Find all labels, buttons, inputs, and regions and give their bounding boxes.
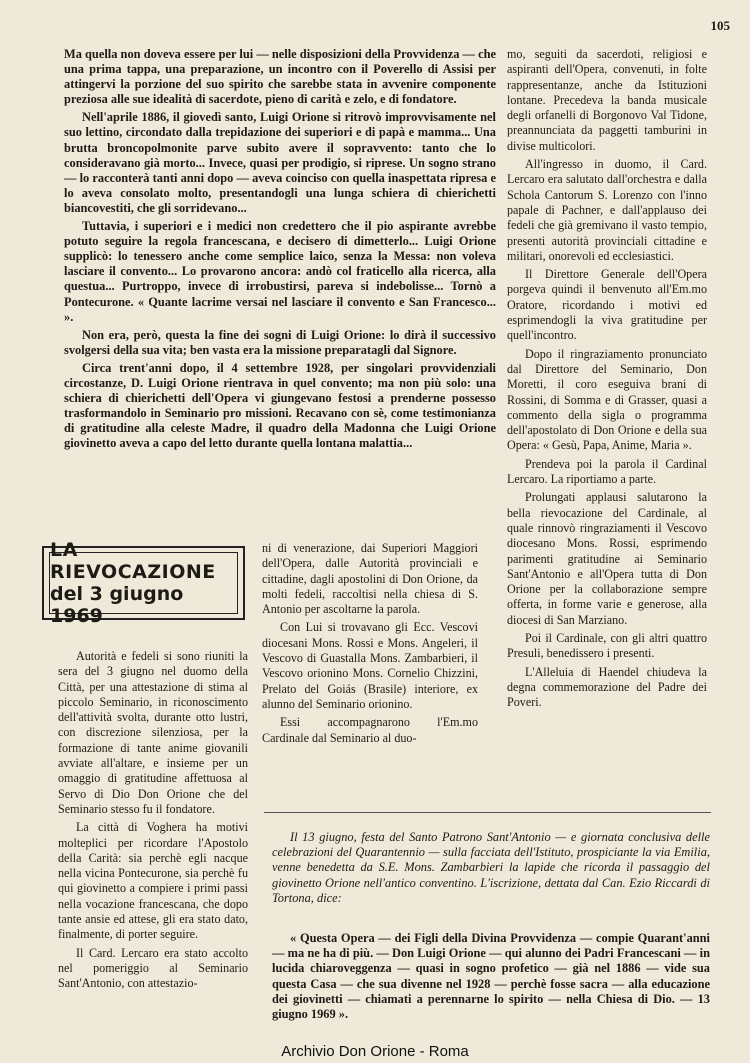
paragraph: Prendeva poi la parola il Cardinal Lercaro. La riportiamo a parte. <box>507 456 707 487</box>
divider <box>264 812 711 813</box>
paragraph: Autorità e fedeli si sono riuniti la sera del 3 giugno nel duomo della Città, per una attestazione di stima al piccolo Seminario, in riconoscimento dell'attività svolta, durante otto lustri, con discrezione silenziosa, per la formazione di tante anime giovanili avviate all'altare, e insieme per un omaggio di gratitudine affettuosa al Servo di Dio Don Orione che del Seminario stesso fu il fondatore. <box>58 649 248 816</box>
paragraph: Circa trent'anni dopo, il 4 settembre 1928, per singolari provvidenziali circostanze, D. Luigi Orione rientrava in quel convento; ma non più solo: una schiera di chierichetti dell'Opera vi giungevano festosi a prenderne possesso trasformandolo in Seminario pro missioni. Recavano con sè, come testimonianza di gratitudine alla celeste Madre, il quadro della Madonna che Luigi Orione giovinetto aveva a capo del letto durante quella lontana malattia... <box>64 360 496 451</box>
paragraph: Ma quella non doveva essere per lui — nelle disposizioni della Provvidenza — che una prima tappa, una preparazione, un incontro con il Poverello di Assisi per attingervi la porzione del suo spirito che sarebbe stata in avvenire componente preziosa alle sue idealità di sacerdote, pieno di carità e zelo, e di fondatore. <box>64 47 496 107</box>
paragraph: Il Direttore Generale dell'Opera porgeva quindi il benvenuto all'Em.mo Oratore, ricordando i motivi ed esprimendogli la viva gratitudine per quell'incontro. <box>507 267 707 343</box>
paragraph: Tuttavia, i superiori e i medici non credettero che il pio aspirante avrebbe potuto seguire la regola francescana, e decisero di dimetterlo... Luigi Orione supplicò: lo tenessero anche come semplice laico, senza la Messa: non voleva lasciare il convento... Lo provarono ancora: andò col fraticello alla ricerca, alla questua... Purtroppo, invece di irrobustirsi, pareva si indebolisse... Tornò a Pontecurone. « Quante lacrime versai nel lasciare il convento e San Francesco... ». <box>64 219 496 324</box>
paragraph: Prolungati applausi salutarono la bella rievocazione del Cardinale, al quale rinnovò ringraziamenti il Vescovo diocesano Mons. Rossi, esprimendo parimenti gratitudine ai Seminario Sant'Antonio e all'Opera tutta di Don Orione per la collaborazione sempre offerta, in forme varie e generose, alla diocesi di San Marziano. <box>507 490 707 627</box>
section-title-box <box>42 539 245 627</box>
paragraph: Con Lui si trovavano gli Ecc. Vescovi diocesani Mons. Rossi e Mons. Angeleri, il Vescovo di Guastalla Mons. Zambarbieri, il Vescovo orionino Mons. Cornelio Chizzini, Prelato del Goiás (Brasile) interiore, ex alunno del Seminario orionino. <box>262 620 478 711</box>
paragraph: Nell'aprile 1886, il giovedì santo, Luigi Orione si ritrovò improvvisamente nel suo lettino, circondato dalla trepidazione dei superiori e di papà e mamma... Una brutta broncopolmonite parve subito avere il sopravvento: tanto che lo consideravano già morto... Invece, quasi per prodigio, si riprese. Un sogno strano — lo racconterà tanti anni dopo — aveva coinciso con quella inaspettata ripresa e lo aveva consolato molto, presentandogli una lunga schiera di chierichetti biancovestiti, che gli sorridevano... <box>64 110 496 215</box>
paragraph: ni di venerazione, dai Superiori Maggiori dell'Opera, dalle Autorità provinciali e cittadine, dagli apostolini di Don Orione, da molti fedeli, raccoltisi nella chiesa di S. Antonio per ascoltarne la parola. <box>262 541 478 617</box>
column-right <box>507 47 707 713</box>
section-title-line2: del 3 giugno 1969 <box>50 583 184 627</box>
column-top-left <box>64 47 496 454</box>
section-title-line1: LA RIEVOCAZIONE <box>50 539 216 583</box>
paragraph: « Questa Opera — dei Figli della Divina Provvidenza — compie Quarant'anni — ma ne ha di più. — Don Luigi Orione — qui alunno dei Padri Francescani — in lucida chiaroveggenza — quasi in sogno profetico — già nel 1886 — vide sua questa Casa — che sua divenne nel 1928 — perchè fosse sacra — alla educazione dei giovinetti — chiamati a perennarne lo spirito — nella Chiesa di Dio. — 13 giugno 1969 ». <box>272 931 710 1022</box>
archive-footer: Archivio Don Orione - Roma <box>281 1043 469 1060</box>
paragraph: Non era, però, questa la fine dei sogni di Luigi Orione: lo dirà il successivo svolgersi della sua vita; ben vasta era la missione preparatagli dal Signore. <box>64 327 496 357</box>
paragraph: Il Card. Lercaro era stato accolto nel pomeriggio al Seminario Sant'Antonio, con attestazio- <box>58 945 248 991</box>
paragraph: All'ingresso in duomo, il Card. Lercaro era salutato dall'orchestra e dalla Schola Cantorum S. Lorenzo con l'inno papale di Pachner, e dall'applauso dei fedeli che già gremivano il vasto tempio, presenti autorità provinciali cittadine e militari, onorevoli ed ecclesiastici. <box>507 157 707 263</box>
section-title-inner <box>49 539 238 627</box>
paragraph: La città di Voghera ha motivi molteplici per ricordare l'Apostolo della Carità: sia perchè egli nacque nella vicina Pontecurone, sia perchè fu qui giovinetto a compiere i primi passi nella vocazione francescana, che dopo tante ansie ed attese, gli era stato dato, finalmente, di porter seguire. <box>58 820 248 942</box>
paragraph: Essi accompagnarono l'Em.mo Cardinale dal Seminario al duo- <box>262 715 478 745</box>
plaque-inscription <box>272 931 710 1022</box>
paragraph: mo, seguiti da sacerdoti, religiosi e aspiranti dell'Opera, convenuti, in folte rappresentanze, anche da Istituzioni lontane. Precedeva la banda musicale degli orfanelli di Borgonovo Val Tidone, preannunciata da paggetti tamburini in divise multicolori. <box>507 47 707 153</box>
paragraph: Dopo il ringraziamento pronunciato dal Direttore del Seminario, Don Moretti, il coro eseguiva brani di Rossini, di Somma e di Grasser, quasi a commento della sigla o programma dell'apostolato di Don Orione e della sua Opera: « Gesù, Papa, Anime, Maria ». <box>507 346 707 453</box>
column-bottom-left <box>58 649 248 995</box>
column-middle <box>262 541 478 749</box>
paragraph: Poi il Cardinale, con gli altri quattro Presuli, benedissero i presenti. <box>507 630 707 661</box>
paragraph: L'Alleluia di Haendel chiudeva la degna commemorazione del Padre dei Poveri. <box>507 664 707 710</box>
plaque-intro <box>272 830 710 906</box>
paragraph: Il 13 giugno, festa del Santo Patrono Sant'Antonio — e giornata conclusiva delle celebrazioni del Quarantennio — sulla facciata dell'Istituto, prospiciante la via Emilia, venne benedetta da S.E. Mons. Zambarbieri la lapide che ricorda il passaggio del giovinetto Orione nell'antico conventino. L'iscrizione, dettata dal Can. Ezio Riccardi di Tortona, dice: <box>272 830 710 905</box>
page-number: 105 <box>710 18 730 33</box>
